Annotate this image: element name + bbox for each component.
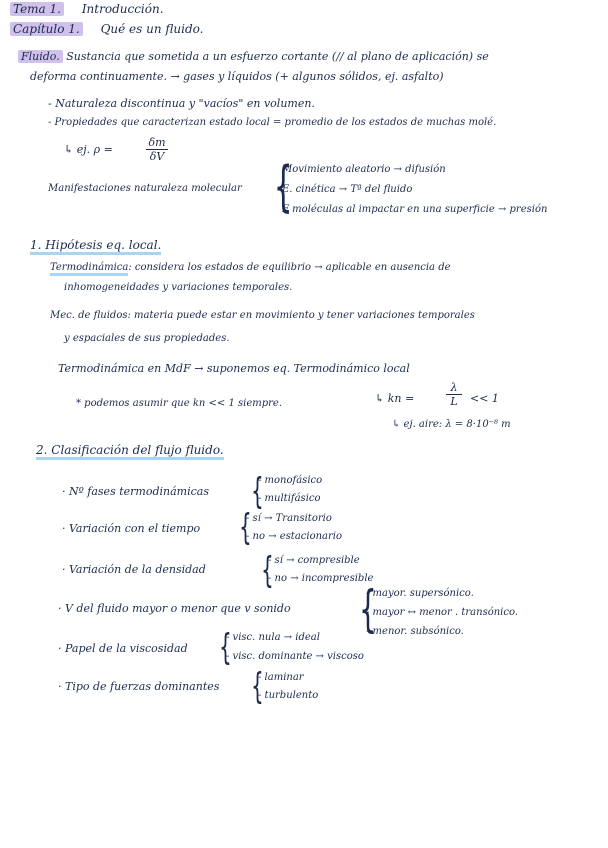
air-example: ↳ ej. aire: λ = 8·10⁻⁸ m [392, 419, 511, 430]
clasif-group-4-brace: { [359, 580, 377, 638]
clasif-group-4-item-3: - menor. subsónico. [366, 626, 464, 637]
clasif-group-3-item-1: - sí → compresible [268, 555, 360, 566]
rho-numerator: δm [148, 136, 166, 149]
termo-text1: : considera los estados de equilibrio → aplicable en ausencia de [128, 262, 451, 273]
clasif-group-4-item-2: - mayor ↔ menor . transónico. [366, 607, 518, 618]
clasif-group-1-label: · Nº fases termodinámicas [62, 485, 209, 498]
capitulo-label: Capítulo 1. [10, 22, 83, 36]
kn-numerator: λ [450, 381, 458, 394]
termo-line2: inhomogeneidades y variaciones temporales. [64, 282, 293, 293]
header-capitulo [10, 22, 203, 36]
mdf-line: Termodinámica en MdF → suponemos eq. Termodinámico local [58, 362, 410, 375]
tema-label: Tema 1. [10, 2, 64, 16]
manif-item-2: E. cinética → Tª del fluido [282, 184, 413, 195]
clasif-group-6-item-2: - turbulento [258, 690, 319, 701]
rho-example: ↳ ej. ρ = [64, 143, 113, 156]
manif-brace: { [273, 155, 293, 218]
kn-suffix: << 1 [470, 392, 499, 405]
mec-line2: y espaciales de sus propiedades. [64, 333, 230, 344]
fluido-bullet-2: - Propiedades que caracterizan estado local = promedio de los estados de muchas molé. [48, 117, 497, 128]
clasif-group-5-item-2: - visc. dominante → viscoso [226, 651, 364, 662]
clasif-group-6-label: · Tipo de fuerzas dominantes [58, 680, 220, 693]
clasif-group-5-brace: { [219, 627, 232, 668]
mec-line1: Mec. de fluidos: materia puede estar en movimiento y tener variaciones temporales [50, 310, 475, 321]
termo-term: Termodinámica [50, 262, 128, 276]
clasif-group-3-label: · Variación de la densidad [62, 563, 206, 576]
section-1-title: 1. Hipótesis eq. local. [30, 238, 161, 252]
manif-item-1: Movimiento aleatorio → difusión [282, 164, 446, 175]
clasif-group-5-label: · Papel de la viscosidad [58, 642, 188, 655]
clasif-group-5-item-1: - visc. nula → ideal [226, 632, 320, 643]
clasif-group-6-brace: { [251, 666, 264, 707]
clasif-group-4-item-1: - mayor. supersónico. [366, 588, 474, 599]
capitulo-title: Qué es un fluido. [100, 22, 204, 36]
fluido-def-line2: deforma continuamente. → gases y líquidos (+ algunos sólidos, ej. asfalto) [30, 70, 444, 83]
termo-line1 [50, 262, 451, 274]
kn-prefix: ↳ kn = [375, 392, 415, 405]
clasif-group-4-label: · V del fluido mayor o menor que v sonido [58, 602, 291, 615]
rho-denominator: δV [146, 149, 168, 163]
kn-denominator: L [446, 394, 462, 408]
fluido-def-line1 [18, 50, 489, 63]
clasif-group-3-brace: { [261, 550, 274, 591]
fluido-def-text1: Sustancia que sometida a un esfuerzo cortante (// al plano de aplicación) se [66, 50, 489, 63]
kn-fraction [446, 381, 462, 408]
manif-item-3: F moléculas al impactar en una superficie → presión [282, 204, 548, 215]
manif-label: Manifestaciones naturaleza molecular [48, 183, 242, 194]
header-tema [10, 2, 164, 16]
rho-fraction [146, 136, 168, 163]
clasif-group-3-item-2: - no → incompresible [268, 573, 374, 584]
clasif-group-2-label: · Variación con el tiempo [62, 522, 201, 535]
clasif-group-2-item-2: - no → estacionario [246, 531, 343, 542]
section-2-title: 2. Clasificación del flujo fluido. [36, 443, 224, 457]
star-note: * podemos asumir que kn << 1 siempre. [76, 398, 283, 409]
clasif-group-2-brace: { [239, 507, 252, 548]
clasif-group-6-item-1: - laminar [258, 672, 304, 683]
tema-title: Introducción. [81, 2, 164, 16]
fluido-bullet-1: - Naturaleza discontinua y "vacíos" en volumen. [48, 97, 315, 110]
fluido-term: Fluido. [18, 50, 63, 63]
clasif-group-1-item-1: - monofásico [258, 475, 323, 486]
clasif-group-2-item-1: - sí → Transitorio [246, 513, 332, 524]
clasif-group-1-item-2: - multifásico [258, 493, 321, 504]
clasif-group-1-brace: { [251, 471, 264, 512]
